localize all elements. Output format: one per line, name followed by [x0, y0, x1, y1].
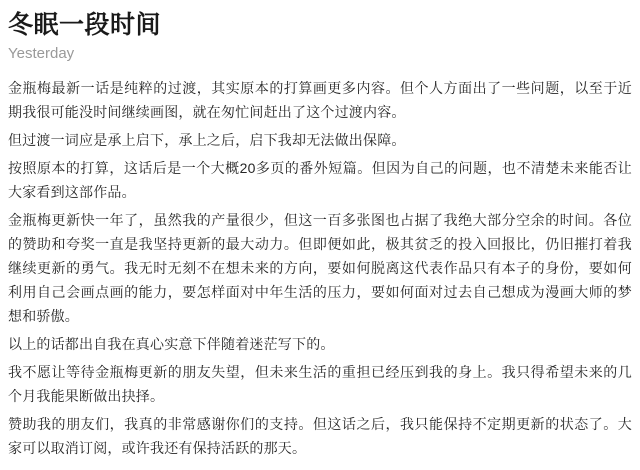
- post-paragraph: 我不愿让等待金瓶梅更新的朋友失望，但未来生活的重担已经压到我的身上。我只得希望未来的几个月我能果断做出抉择。: [8, 364, 632, 404]
- post-date: Yesterday: [8, 45, 75, 62]
- post-body: [8, 76, 632, 460]
- post-title: 冬眠一段时间: [8, 11, 162, 39]
- post-paragraph: 但过渡一词应是承上启下，承上之后，启下我却无法做出保障。: [8, 132, 406, 148]
- post-paragraph: 赞助我的朋友们，我真的非常感谢你们的支持。但这话之后，我只能保持不定期更新的状态了。大家可以取消订阅，或许我还有保持活跃的那天。: [8, 416, 632, 456]
- post-paragraph: 以上的话都出自我在真心实意下伴随着迷茫写下的。: [8, 336, 335, 352]
- post-paragraph: 金瓶梅最新一话是纯粹的过渡，其实原本的打算画更多内容。但个人方面出了一些问题，以至于近期我很可能没时间继续画图，就在匆忙间赶出了这个过渡内容。: [8, 80, 632, 120]
- post-paragraph: 金瓶梅更新快一年了，虽然我的产量很少，但这一百多张图也占据了我绝大部分空余的时间。各位的赞助和夸奖一直是我坚持更新的最大动力。但即便如此，极其贫乏的投入回报比，仍旧摧打着我继续更新的勇气。我无时无刻不在想未来的方向，要如何脱离这代表作品只有本子的身份，要如何利用自己会画点画的能力，要怎样面对中年生活的压力，要如何面对过去自己想成为漫画大师的梦想和骄傲。: [8, 212, 632, 324]
- post-paragraph: 按照原本的打算，这话后是一个大概20多页的番外短篇。但因为自己的问题，也不清楚未来能否让大家看到这部作品。: [8, 160, 632, 200]
